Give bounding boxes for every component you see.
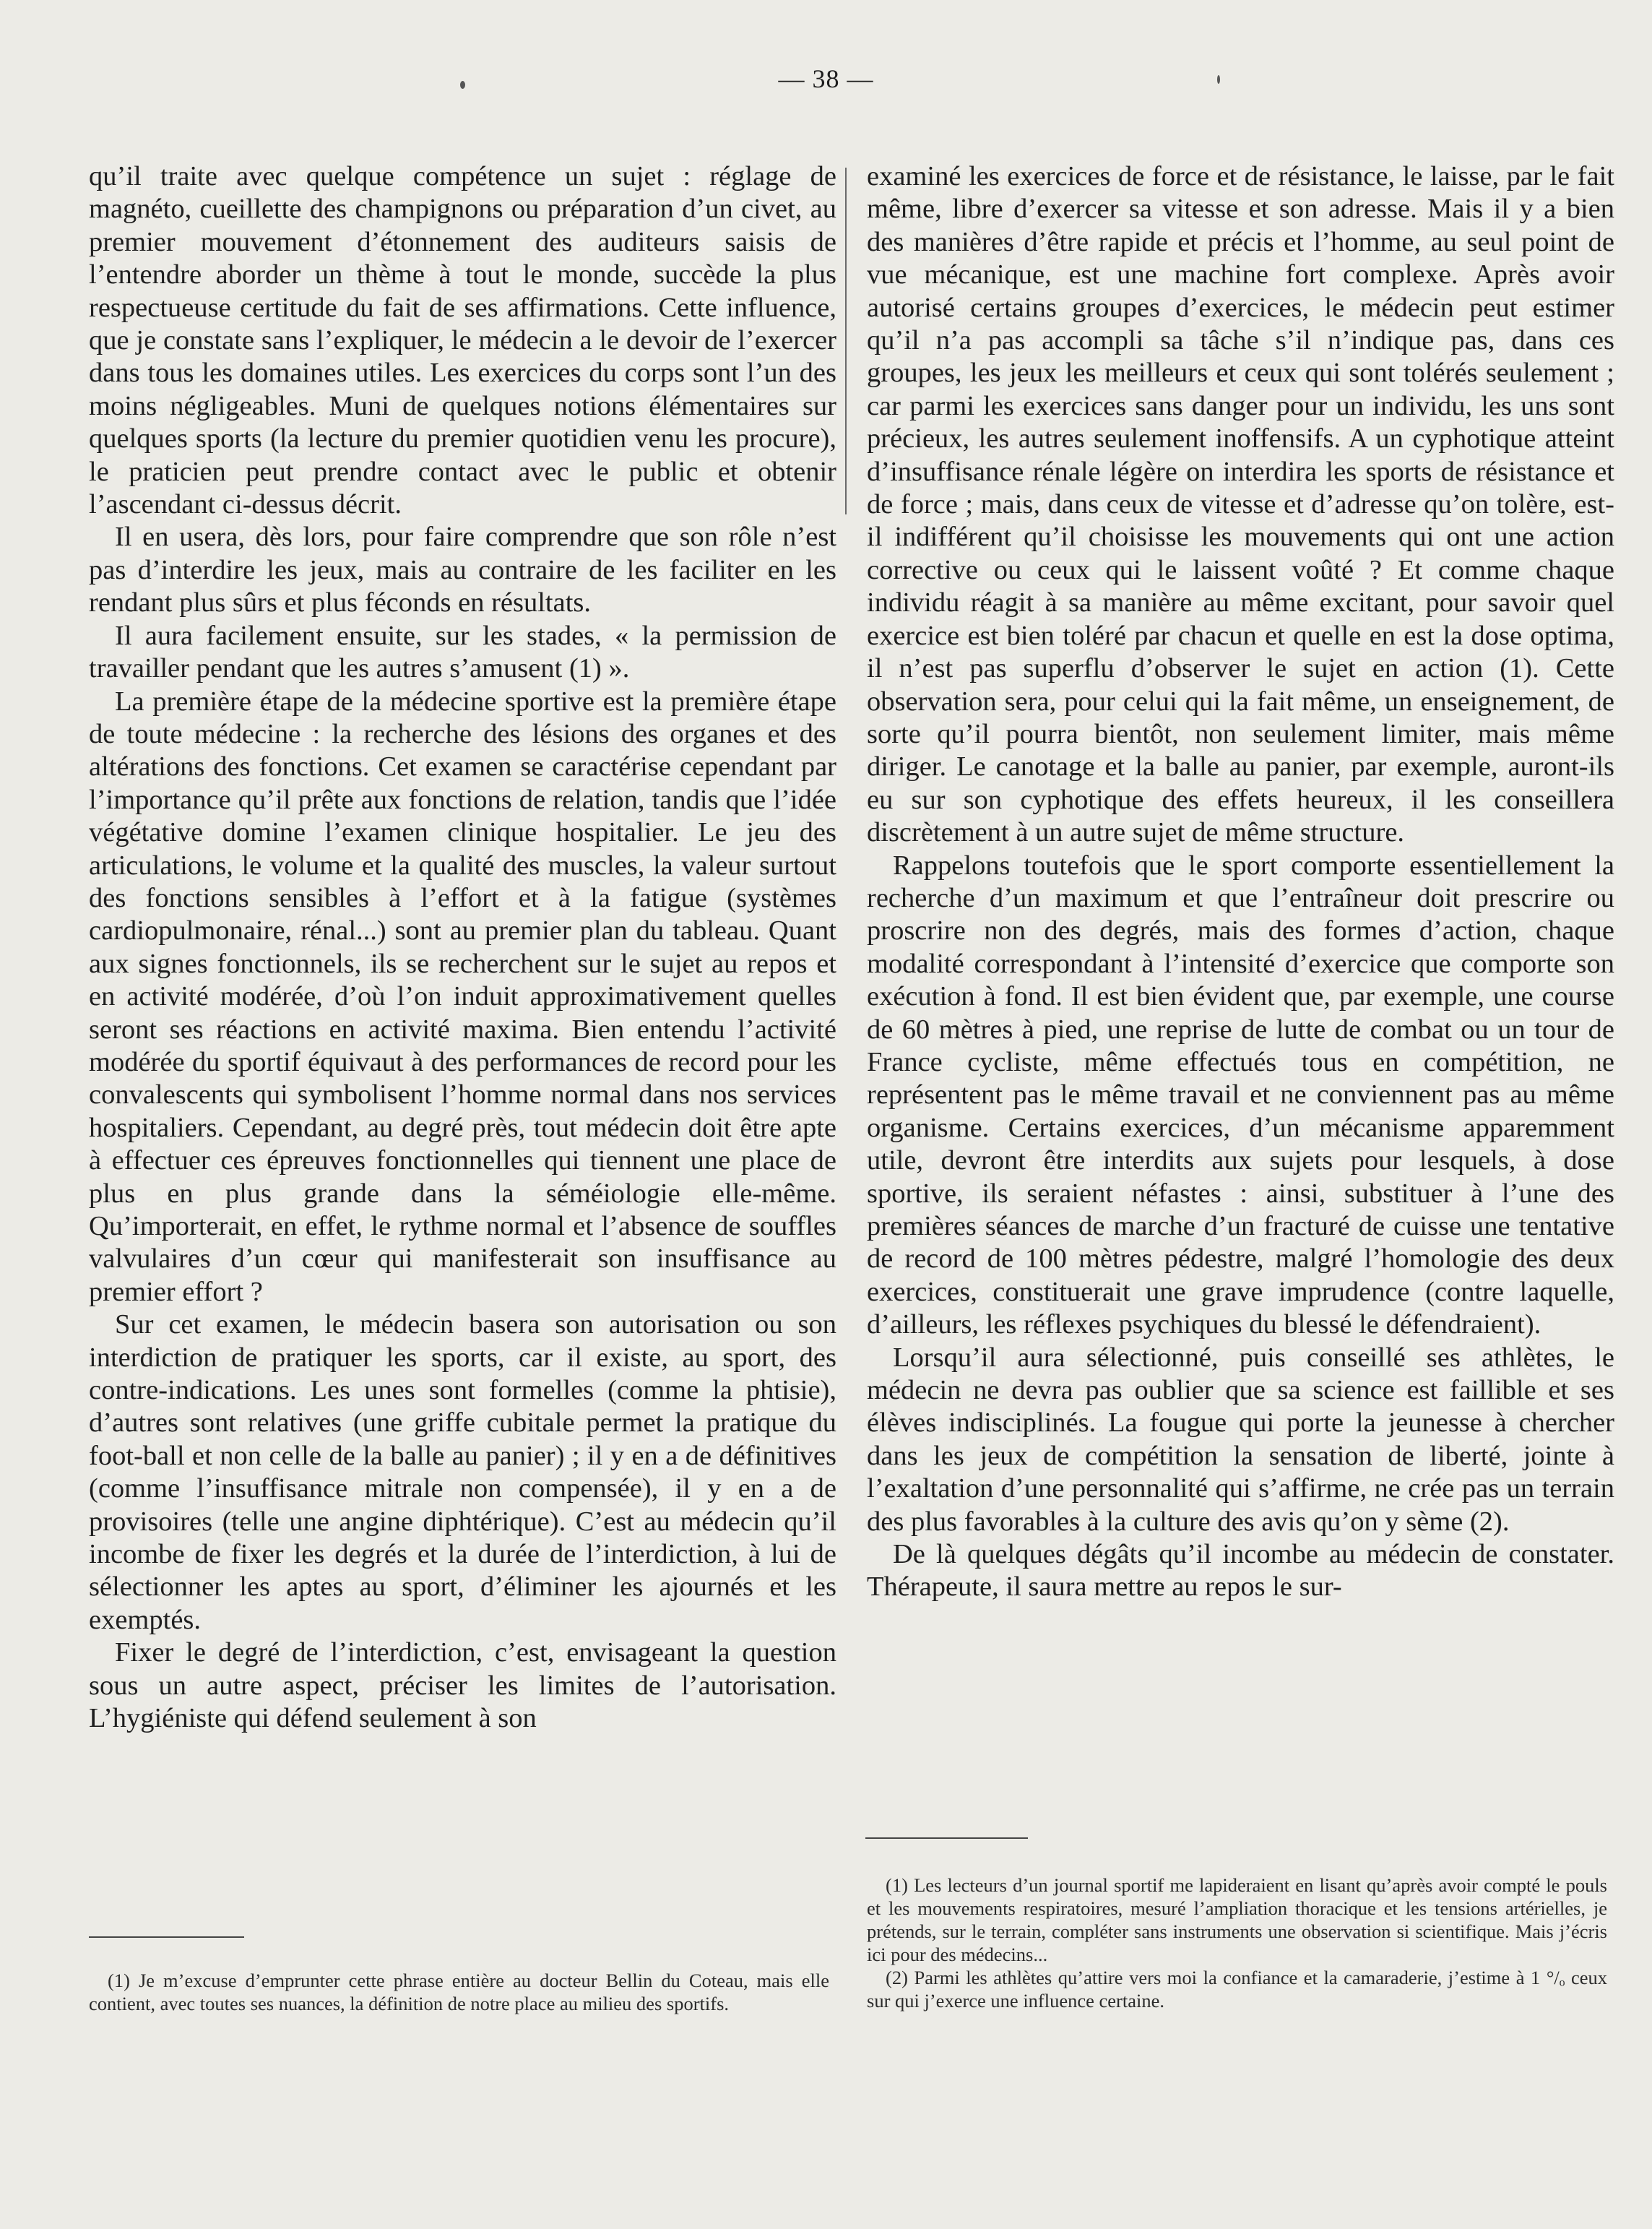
paragraph: Il aura facilement ensuite, sur les stades, « la permission de travailler pendant que les autres s’amusent (1) ». — [89, 620, 836, 684]
paragraph: examiné les exercices de force et de résistance, le laisse, par le fait même, libre d’exercer sa vitesse et son adresse. Mais il y a bien des manières d’être rapide et précis et l’homme, au seul point de vue mécanique, est une machine fort complexe. Après avoir autorisé certains groupes d’exercices, le médecin peut estimer qu’il n’a pas accompli sa tâche s’il n’indique pas, dans ces groupes, les jeux les meilleurs et ceux qui sont tolérés seulement ; car parmi les exercices sans danger pour un individu, les uns sont précieux, les autres seulement inoffensifs. A un cyphotique atteint d’insuffisance rénale légère on interdira les sports de résistance et de force ; mais, dans ceux de vitesse et d’adresse qu’on tolère, est-il indifférent qu’il choisisse les mouvements qui ont une action corrective ou ceux qui le laissent voûté ? Et comme chaque individu réagit à sa manière au même excitant, pour savoir quel exercice est bien toléré par chacun et quelle en est la dose optima, il n’est pas superflu d’observer le sujet en action (1). Cette observation sera, pour celui qui la fait même, un enseignement, de sorte qu’il pourra bientôt, non seulement limiter, mais même diriger. Le canotage et la balle au panier, par exemple, auront-ils eu sur son cyphotique des effets heureux, il les conseillera discrètement à un autre sujet de même structure. — [867, 161, 1614, 848]
footnote: (1) Je m’excuse d’emprunter cette phrase entière au docteur Bellin du Coteau, mais elle contient, avec toutes ses nuances, la définition de notre place au milieu des sportifs. — [89, 1970, 829, 2014]
right-column — [867, 160, 1614, 1604]
footnote-rule — [865, 1837, 1028, 1839]
left-column — [89, 160, 836, 1736]
left-footnotes — [89, 1969, 829, 2015]
footnote: (2) Parmi les athlètes qu’attire vers moi la confiance et la camaraderie, j’estime à 1 °/ₒ ceux sur qui j’exerce une influence certaine. — [867, 1967, 1607, 2012]
paragraph: qu’il traite avec quelque compétence un sujet : réglage de magnéto, cueillette des champignons ou préparation d’un civet, au premier mouvement d’étonnement des auditeurs saisis de l’entendre aborder un thème à tout le monde, succède la plus respectueuse certitude du fait de ses affirmations. Cette influence, que je constate sans l’expliquer, le médecin a le devoir de l’exercer dans tous les domaines utiles. Les exercices du corps sont l’un des moins négligeables. Muni de quelques notions élémentaires sur quelques sports (la lecture du premier quotidien venu les procure), le praticien peut prendre contact avec le public et obtenir l’ascendant ci-dessus décrit. — [89, 161, 836, 520]
footnote-rule — [89, 1936, 244, 1938]
right-footnotes — [867, 1874, 1607, 2012]
footnote: (1) Les lecteurs d’un journal sportif me lapideraient en lisant qu’après avoir compté le pouls et les mouvements respiratoires, mesuré l’ampliation thoracique et les tensions artérielles, je prétends, sur le terrain, compléter sans instruments une observation si scientifique. Mais j’écris ici pour des médecins... — [867, 1874, 1607, 1965]
paragraph: De là quelques dégâts qu’il incombe au médecin de constater. Thérapeute, il saura mettre au repos le sur- — [867, 1539, 1614, 1603]
paragraph: Lorsqu’il aura sélectionné, puis conseillé ses athlètes, le médecin ne devra pas oublier que sa science est faillible et ses élèves indisciplinés. La fougue qui porte la jeunesse à chercher dans les jeux de compétition la sensation de liberté, jointe à l’exaltation d’une personnalité qui s’affirme, ne crée pas un terrain des plus favorables à la culture des avis qu’on y sème (2). — [867, 1342, 1614, 1537]
paragraph: Il en usera, dès lors, pour faire comprendre que son rôle n’est pas d’interdire les jeux, mais au contraire de les faciliter en les rendant plus sûrs et plus féconds en résultats. — [89, 522, 836, 618]
paragraph: Fixer le degré de l’interdiction, c’est, envisageant la question sous un autre aspect, préciser les limites de l’autorisation. L’hygiéniste qui défend seulement à son — [89, 1637, 836, 1734]
paragraph: Sur cet examen, le médecin basera son autorisation ou son interdiction de pratiquer les sports, car il existe, au sport, des contre-indications. Les unes sont formelles (comme la phtisie), d’autres sont relatives (une griffe cubitale permet la pratique du foot-ball et non celle de la balle au panier) ; il y en a de définitives (comme l’insuffisance mitrale non compensée), il y en a de provisoires (telle une angine diphtérique). C’est au médecin qu’il incombe de fixer les degrés et la durée de l’interdiction, à lui de sélectionner les aptes au sport, d’éliminer les ajournés et les exemptés. — [89, 1309, 836, 1635]
column-divider — [845, 168, 847, 514]
page-number: — 38 — — [778, 64, 874, 93]
paragraph: La première étape de la médecine sportive est la première étape de toute médecine : la recherche des lésions des organes et des altérations des fonctions. Cet examen se caractérise cependant par l’importance qu’il prête aux fonctions de relation, tandis que l’idée végétative domine l’examen clinique hospitalier. Le jeu des articulations, le volume et la qualité des muscles, la valeur surtout des fonctions sensibles à l’effort et à la fatigue (systèmes cardiopulmonaire, rénal...) sont au premier plan du tableau. Quant aux signes fonctionnels, ils se recherchent sur le sujet au repos et en activité modérée, d’où l’on induit approximativement quelles seront ses réactions en activité maxima. Bien entendu l’activité modérée du sportif équivaut à des performances de record pour les convalescents qui symbolisent l’homme normal dans nos services hospitaliers. Cependant, au degré près, tout médecin doit être apte à effectuer ces épreuves fonctionnelles qui tiennent une place de plus en plus grande dans la séméiologie elle-même. Qu’importerait, en effet, le rythme normal et l’absence de souffles valvulaires d’un cœur qui manifesterait son insuffisance au premier effort ? — [89, 686, 836, 1307]
paper-speck — [460, 81, 465, 89]
paper-speck — [1217, 75, 1220, 84]
paragraph: Rappelons toutefois que le sport comporte essentiellement la recherche d’un maximum et que l’entraîneur doit prescrire ou proscrire non des degrés, mais des formes d’action, chaque modalité correspondant à l’intensité d’exercice que comporte son exécution à fond. Il est bien évident que, par exemple, une course de 60 mètres à pied, une reprise de lutte de combat ou un tour de France cycliste, même effectués tous en compétition, ne représentent pas le même travail et ne conviennent pas au même organisme. Certains exercices, d’un mécanisme apparemment utile, devront être interdits aux sujets pour lesquels, à dose sportive, ils seraient néfastes : ainsi, substituer à l’une des premières séances de marche d’un fracturé de cuisse une tentative de record de 100 mètres pédestre, malgré l’homologie des deux exercices, constituerait une grave imprudence (contre laquelle, d’ailleurs, les réflexes psychiques du blessé le défendraient). — [867, 850, 1614, 1340]
